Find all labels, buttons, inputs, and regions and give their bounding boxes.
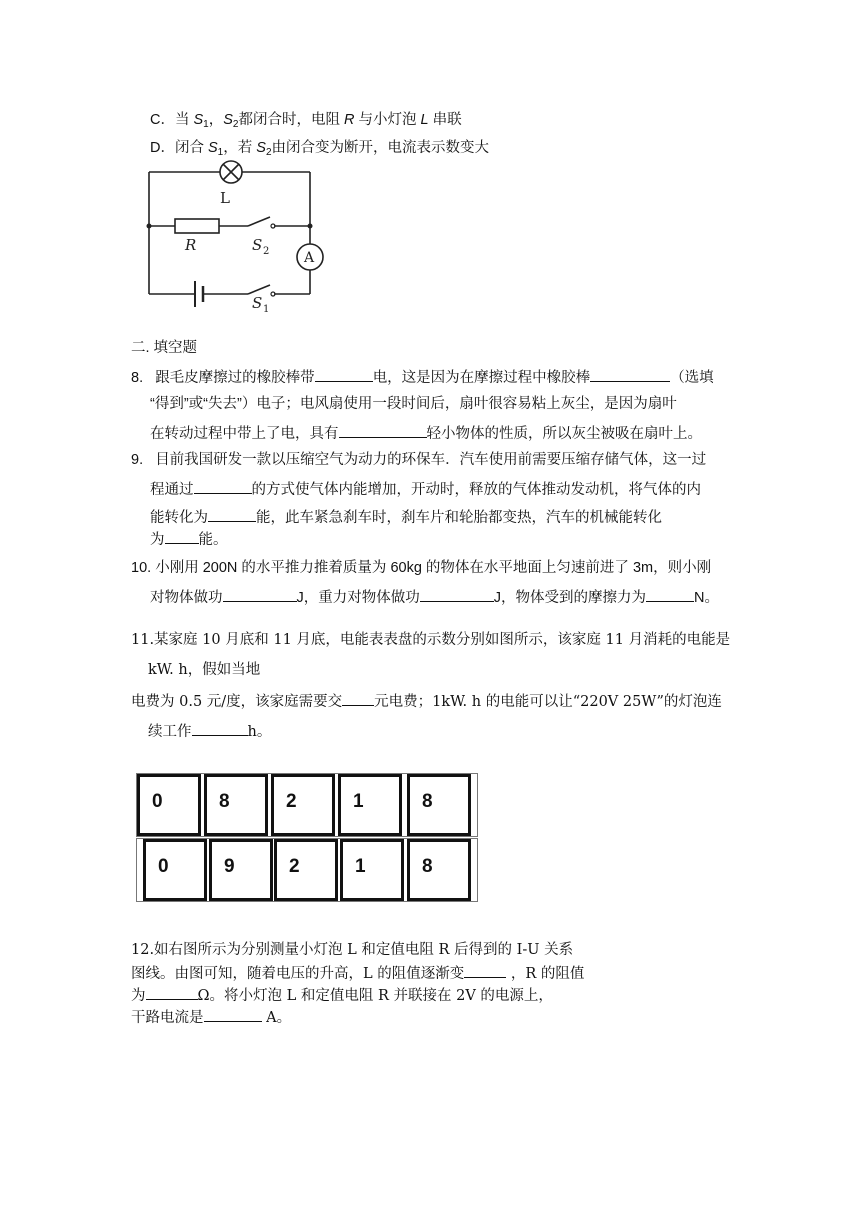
meter-digit: 8 bbox=[407, 774, 471, 836]
meter-digit: 8 bbox=[204, 774, 268, 836]
option-c: C．当 $S_1$，$S_2$都闭合时，电阻 R 与小灯泡 L 串联 bbox=[150, 112, 462, 130]
option-d: D．闭合 $S_1$，若 $S_2$由闭合变为断开，电流表示数变大 bbox=[150, 140, 489, 158]
q9-line4: 为 能。 bbox=[150, 528, 228, 550]
svg-text:2: 2 bbox=[263, 246, 270, 257]
q9-blank-1[interactable] bbox=[194, 478, 252, 494]
q11-line1: 11.某家庭 10 月底和 11 月底，电能表表盘的示数分别如图所示，该家庭 11 月消耗的电能是 bbox=[131, 632, 731, 648]
q12-blank-3[interactable] bbox=[204, 1006, 262, 1022]
q8-blank-2[interactable] bbox=[590, 366, 670, 382]
svg-text:S: S bbox=[252, 236, 263, 254]
q12-line2: 图线。由图可知，随着电压的升高，L 的阻值逐渐变 ，R 的阻值 bbox=[131, 962, 584, 984]
svg-text:R: R bbox=[185, 236, 197, 254]
meter-digit: 1 bbox=[340, 839, 404, 901]
svg-text:L: L bbox=[220, 189, 230, 207]
section-heading: 二. 填空题 bbox=[131, 340, 198, 356]
q8-line2: “得到”或“失去”）电子；电风扇使用一段时间后，扇叶很容易粘上灰尘，是因为扇叶 bbox=[150, 396, 677, 412]
q11-line3: 电费为 0.5 元/度，该家庭需要交 元电费；1kW. h 的电能可以让“220V 25W”的灯泡连 bbox=[131, 690, 722, 712]
meter-digit: 8 bbox=[407, 839, 471, 901]
q10-blank-3[interactable] bbox=[646, 586, 694, 602]
q10-line2: 对物体做功 J，重力对物体做功 J，物体受到的摩擦力为 N。 bbox=[150, 586, 719, 608]
resistor-symbol bbox=[175, 219, 219, 233]
meter-digit: 1 bbox=[338, 774, 402, 836]
q9-blank-2[interactable] bbox=[208, 506, 256, 522]
svg-text:A: A bbox=[304, 250, 315, 266]
q12-line3: 为 Ω。将小灯泡 L 和定值电阻 R 并联接在 2V 的电源上， bbox=[131, 984, 553, 1006]
q9-line1: 9. 目前我国研发一款以压缩空气为动力的环保车．汽车使用前需要压缩存储气体，这一过 bbox=[131, 452, 707, 468]
q11-line2: kW. h，假如当地 bbox=[148, 662, 261, 678]
q9-line2: 程通过 的方式使气体内能增加，开动时，释放的气体推动发动机，将气体的内 bbox=[150, 478, 701, 500]
q12-line4: 干路电流是 A。 bbox=[131, 1006, 291, 1028]
q12-blank-1[interactable] bbox=[464, 962, 506, 978]
q8-line1: 8. 跟毛皮摩擦过的橡胶棒带 电，这是因为在摩擦过程中橡胶棒 （选填 bbox=[131, 366, 714, 388]
q12-blank-2[interactable] bbox=[146, 984, 198, 1000]
q10-blank-2[interactable] bbox=[420, 586, 494, 602]
q12-line1: 12.如右图所示为分别测量小灯泡 L 和定值电阻 R 后得到的 I-U 关系 bbox=[131, 942, 574, 958]
q11-blank-2[interactable] bbox=[192, 720, 248, 736]
meter-digit: 2 bbox=[271, 774, 335, 836]
meter-reading-november bbox=[136, 838, 478, 902]
meter-digit: 9 bbox=[209, 839, 273, 901]
q8-line3: 在转动过程中带上了电，具有 轻小物体的性质，所以灰尘被吸在扇叶上。 bbox=[150, 422, 702, 444]
q9-line3: 能转化为 能，此车紧急刹车时，刹车片和轮胎都变热，汽车的机械能转化 bbox=[150, 506, 662, 528]
q11-blank-1[interactable] bbox=[342, 690, 374, 706]
q11-line4: 续工作 h。 bbox=[148, 720, 271, 742]
svg-text:S: S bbox=[252, 294, 263, 312]
q10-line1: 10. 小刚用 200N 的水平推力推着质量为 60kg 的物体在水平地面上匀速前进了 3m，则小刚 bbox=[131, 560, 712, 576]
meter-digit: 0 bbox=[143, 839, 207, 901]
meter-digit: 0 bbox=[137, 774, 201, 836]
meter-reading-october bbox=[136, 773, 478, 837]
q8-blank-1[interactable] bbox=[315, 366, 373, 382]
meter-digit: 2 bbox=[274, 839, 338, 901]
q8-blank-3[interactable] bbox=[339, 422, 427, 438]
svg-text:1: 1 bbox=[263, 304, 270, 315]
q10-blank-1[interactable] bbox=[223, 586, 297, 602]
circuit-diagram bbox=[140, 160, 340, 320]
q9-blank-3[interactable] bbox=[165, 528, 199, 544]
